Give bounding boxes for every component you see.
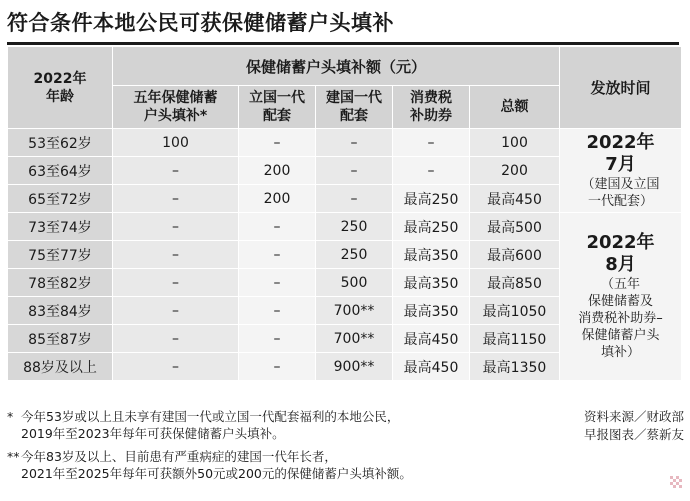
table-row xyxy=(8,129,682,157)
table-cell: 700** xyxy=(316,325,393,353)
table-cell: 700** xyxy=(316,297,393,325)
table-cell: 100 xyxy=(113,129,239,157)
table-cell: 最高450 xyxy=(393,325,470,353)
time-note-line: （五年 xyxy=(600,277,640,292)
age-cell: 65至72岁 xyxy=(8,185,113,213)
table-cell: 最高350 xyxy=(393,269,470,297)
table-cell: 最高250 xyxy=(393,185,470,213)
table-cell: – xyxy=(239,241,316,269)
footnote-mark: * xyxy=(7,409,14,424)
table-cell: 200 xyxy=(239,185,316,213)
table-cell: 250 xyxy=(316,213,393,241)
age-cell: 73至74岁 xyxy=(8,213,113,241)
table-cell: 最高500 xyxy=(470,213,560,241)
col-header-merdeka xyxy=(239,86,316,129)
age-cell: 85至87岁 xyxy=(8,325,113,353)
table-cell: 最高450 xyxy=(470,185,560,213)
footnotes xyxy=(7,408,547,488)
footnote-line: 2019年至2023年每年可获保健储蓄户头填补。 xyxy=(21,426,285,441)
time-group-august xyxy=(560,213,682,381)
table-cell: 最高350 xyxy=(393,297,470,325)
age-cell: 53至62岁 xyxy=(8,129,113,157)
table-cell: – xyxy=(113,185,239,213)
footnote xyxy=(7,448,547,482)
age-header-line2: 年龄 xyxy=(46,88,74,105)
table-cell: – xyxy=(239,269,316,297)
age-header-line1: 2022年 xyxy=(33,70,87,87)
time-note-line: 保健储蓄户头 xyxy=(581,328,660,343)
col-header-gst-voucher xyxy=(393,86,470,129)
table-cell: 最高250 xyxy=(393,213,470,241)
table-cell: – xyxy=(113,157,239,185)
col-header-line: 五年保健储蓄 xyxy=(133,90,218,106)
amount-group-header: 保健储蓄户头填补额（元） xyxy=(113,47,560,86)
table-cell: 最高850 xyxy=(470,269,560,297)
table-cell: – xyxy=(239,297,316,325)
age-cell: 78至82岁 xyxy=(8,269,113,297)
time-month: 8月 xyxy=(605,254,636,275)
table-cell: – xyxy=(239,213,316,241)
page-title: 符合条件本地公民可获保健储蓄户头填补 xyxy=(7,8,679,45)
table-cell: – xyxy=(393,129,470,157)
table-cell: – xyxy=(113,297,239,325)
footnote-line: 2021年至2025年每年可获额外50元或200元的保健储蓄户头填补额。 xyxy=(21,466,412,481)
table-cell: – xyxy=(316,185,393,213)
table-cell: 200 xyxy=(470,157,560,185)
table-cell: – xyxy=(113,353,239,381)
table-cell: 900** xyxy=(316,353,393,381)
time-note-line: 保健储蓄及 xyxy=(587,294,653,309)
footnote-text xyxy=(21,408,399,442)
table-cell: 最高350 xyxy=(393,241,470,269)
footnote-text xyxy=(21,448,412,482)
header-row-1 xyxy=(8,47,682,86)
subsidy-table xyxy=(7,46,682,381)
time-note-line: （建国及立国 xyxy=(581,176,660,192)
time-group-july xyxy=(560,129,682,213)
age-header xyxy=(8,47,113,129)
table-cell: – xyxy=(113,213,239,241)
col-header-total xyxy=(470,86,560,129)
age-cell: 63至64岁 xyxy=(8,157,113,185)
col-header-line: 立国一代 xyxy=(249,90,305,106)
source-line: 早报图表／蔡新友 xyxy=(583,427,684,442)
col-header-pioneer xyxy=(316,86,393,129)
col-header-line: 配套 xyxy=(263,108,291,124)
col-header-line: 配套 xyxy=(340,108,368,124)
table-cell: 100 xyxy=(470,129,560,157)
time-year: 2022年 xyxy=(586,232,655,253)
source-line: 资料来源／财政部 xyxy=(583,409,684,424)
time-note-line: 一代配套） xyxy=(587,193,653,209)
table-cell: – xyxy=(239,325,316,353)
table-cell: – xyxy=(239,129,316,157)
col-header-line: 户头填补* xyxy=(143,108,208,124)
table-cell: 最高1150 xyxy=(470,325,560,353)
table-cell: – xyxy=(113,269,239,297)
table-cell: – xyxy=(113,241,239,269)
time-header: 发放时间 xyxy=(560,47,682,129)
col-header-line: 消费税 xyxy=(410,90,452,106)
col-header-line: 补助券 xyxy=(410,108,452,124)
time-year: 2022年 xyxy=(586,131,655,153)
age-cell: 83至84岁 xyxy=(8,297,113,325)
time-note-line: 消费税补助券– xyxy=(578,311,663,326)
table-cell: – xyxy=(316,157,393,185)
footnote xyxy=(7,408,547,442)
time-note-line: 填补） xyxy=(600,345,640,360)
table-cell: – xyxy=(393,157,470,185)
table-cell: 最高450 xyxy=(393,353,470,381)
table-cell: – xyxy=(239,353,316,381)
table-cell: 250 xyxy=(316,241,393,269)
table-cell: 200 xyxy=(239,157,316,185)
watermark-icon xyxy=(668,474,684,490)
footnote-line: 今年53岁或以上且未享有建国一代或立国一代配套福利的本地公民， xyxy=(21,409,400,424)
table-cell: 最高600 xyxy=(470,241,560,269)
age-cell: 75至77岁 xyxy=(8,241,113,269)
table-cell: – xyxy=(316,129,393,157)
source-credit xyxy=(560,408,684,444)
table-row xyxy=(8,213,682,241)
col-header-line: 建国一代 xyxy=(326,90,382,106)
footnote-line: 今年83岁及以上、目前患有严重病症的建国一代年长者， xyxy=(21,449,337,464)
table-cell: 最高1050 xyxy=(470,297,560,325)
age-cell: 88岁及以上 xyxy=(8,353,113,381)
table-cell: 最高1350 xyxy=(470,353,560,381)
time-month: 7月 xyxy=(605,153,636,175)
table-cell: – xyxy=(113,325,239,353)
table-cell: 500 xyxy=(316,269,393,297)
col-header-medisave xyxy=(113,86,239,129)
footnote-mark: ** xyxy=(7,449,20,464)
col-header-line: 总额 xyxy=(500,99,529,115)
